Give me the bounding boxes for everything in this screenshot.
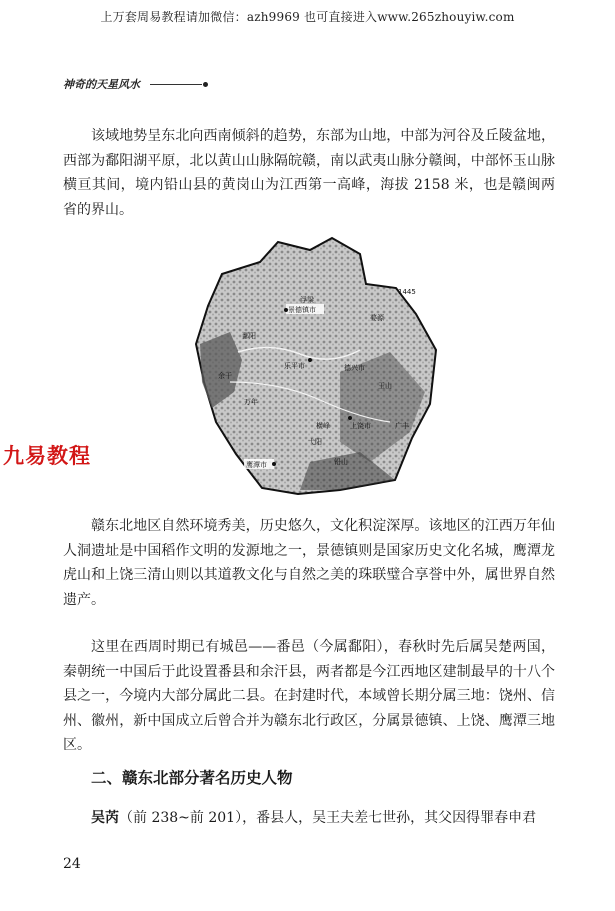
map-label-leping: 乐平市 <box>284 362 305 370</box>
header-dot <box>203 82 208 87</box>
map-label-yingtan: 鹰潭市 <box>246 461 267 469</box>
region-map <box>190 232 440 497</box>
paragraph-terrain: 该域地势呈东北向西南倾斜的趋势，东部为山地，中部为河谷及丘陵盆地，西部为鄱阳湖平原，北以黄山山脉隔皖赣，南以武夷山脉分赣闽，中部怀玉山脉横亘其间，境内铅山县的黄岗山为江西第一高峰，海拔 2158 米，也是赣闽两省的界山。 <box>63 128 555 218</box>
map-label-shangrao-city: 上饶市 <box>350 422 371 430</box>
person-name: 吴芮 <box>91 810 119 826</box>
page-number: 24 <box>63 856 81 872</box>
person-description: （前 238~前 201），番县人，吴王夫差七世孙，其父因得罪春申君 <box>119 810 537 826</box>
section-title: 二、赣东北部分著名历史人物 <box>91 769 293 787</box>
map-label-qianshan: 铅山 <box>334 458 348 466</box>
header-rule <box>150 84 202 85</box>
person-entry <box>91 806 555 830</box>
map-label-yiyang: 弋阳 <box>308 438 322 446</box>
map-label-wuyuan: 婺源 <box>370 314 384 322</box>
map-label-guangfeng: 广丰 <box>395 422 409 430</box>
map-label-hengfeng: 横峰 <box>316 422 330 430</box>
map-label-yushan: 玉山 <box>378 382 392 390</box>
map-label-jingdezhen: 景德镇市 <box>288 306 316 314</box>
running-header-title: 神奇的天星风水 <box>63 78 140 91</box>
side-logo-text: 九易教程 <box>3 444 91 468</box>
map-label-wannian: 万年 <box>244 398 258 406</box>
map-label-fuliang: 浮梁 <box>300 296 314 304</box>
paragraph-culture: 赣东北地区自然环境秀美，历史悠久，文化积淀深厚。该地区的江西万年仙人洞遗址是中国稻作文明的发源地之一，景德镇则是国家历史文化名城，鹰潭龙虎山和上饶三清山则以其道教文化与自然之美的珠联璧合享誉中外，属世界自然遗产。 <box>63 518 555 608</box>
map-label-yugan: 余干 <box>218 372 232 380</box>
map-label-peak: 1445 <box>398 288 416 296</box>
paragraph-history: 这里在西周时期已有城邑——番邑（今属鄱阳），春秋时先后属吴楚两国，秦朝统一中国后于此设置番县和余汗县，两者都是今江西地区建制最早的十八个县之一，今境内大部分属此二县。在封建时代，本域曾长期分属三地：饶州、信州、徽州，新中国成立后曾合并为赣东北行政区，分属景德镇、上饶、鹰潭三地区。 <box>63 639 555 753</box>
running-header <box>63 76 208 92</box>
region-map-figure <box>190 232 440 497</box>
watermark-text: 上万套周易教程请加微信：azh9969 也可直接进入www.265zhouyiw.com <box>100 10 515 24</box>
map-label-poyang: 鄱阳 <box>242 332 256 340</box>
map-label-dexing: 德兴市 <box>344 364 365 372</box>
